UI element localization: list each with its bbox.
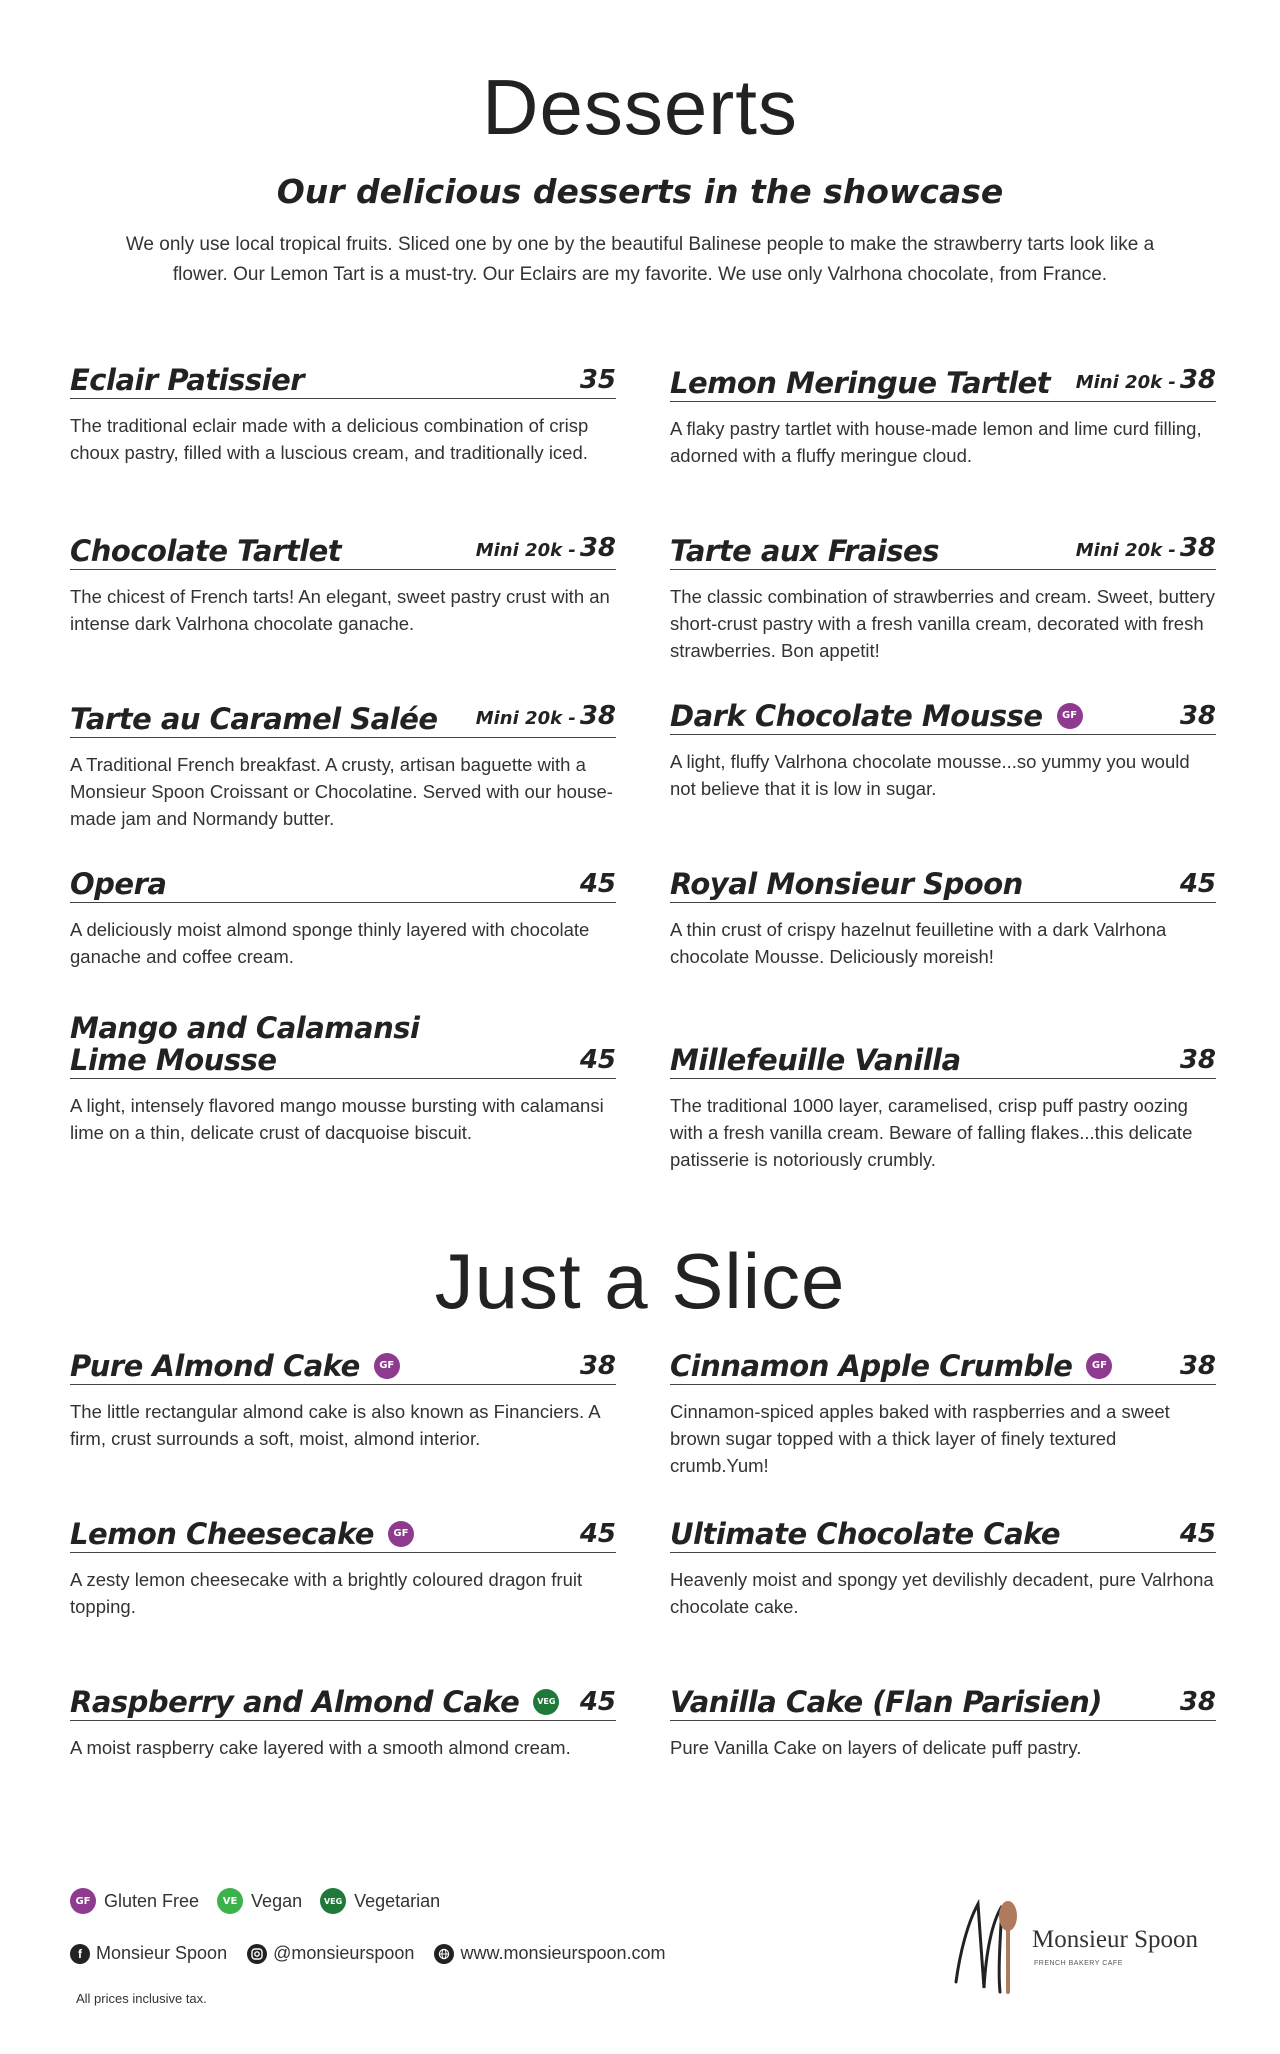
mini-price: Mini 20k - bbox=[475, 708, 576, 729]
item-name-text: Cinnamon Apple Crumble bbox=[670, 1349, 1073, 1383]
item-price: 38 bbox=[579, 1351, 616, 1381]
item-price: 38 bbox=[1179, 1687, 1216, 1717]
legend-vegetarian bbox=[320, 1888, 440, 1914]
item-header bbox=[670, 1350, 1216, 1385]
item-price: 45 bbox=[579, 1045, 616, 1075]
item-description: A deliciously moist almond sponge thinly layered with chocolate ganache and coffee cream. bbox=[70, 919, 590, 967]
item-header bbox=[670, 1686, 1216, 1721]
item-name: Opera bbox=[70, 867, 167, 901]
globe-icon bbox=[434, 1944, 454, 1964]
item-description: A light, intensely flavored mango mousse bursting with calamansi lime on a thin, delicate crust of dacquoise biscuit. bbox=[70, 1095, 604, 1143]
legend-label: Vegan bbox=[251, 1890, 303, 1911]
item-price bbox=[476, 532, 616, 567]
item-price: 35 bbox=[579, 365, 616, 395]
menu-item-eclair-patissier bbox=[70, 364, 616, 466]
dietary-legend bbox=[70, 1888, 458, 1914]
facebook-icon: f bbox=[70, 1944, 90, 1964]
item-header bbox=[670, 1518, 1216, 1553]
desserts-subtitle: Our delicious desserts in the showcase bbox=[276, 172, 1004, 211]
gluten-free-icon: GF bbox=[1057, 703, 1083, 729]
menu-item-lemon-cheesecake bbox=[70, 1518, 616, 1620]
item-name bbox=[70, 1686, 559, 1718]
menu-item-millefeuille-vanilla bbox=[670, 1044, 1216, 1173]
item-header bbox=[70, 1012, 616, 1079]
item-name-text: Dark Chocolate Mousse bbox=[670, 699, 1043, 733]
item-price: 38 bbox=[1179, 1351, 1216, 1381]
item-price: 45 bbox=[579, 869, 616, 899]
item-name bbox=[70, 1350, 400, 1382]
legend-vegan bbox=[217, 1888, 302, 1914]
menu-item-dark-chocolate-mousse bbox=[670, 700, 1216, 802]
slice-title: Just a Slice bbox=[434, 1237, 846, 1325]
item-name-text: Lemon Cheesecake bbox=[70, 1517, 374, 1551]
full-price: 38 bbox=[1179, 365, 1216, 395]
item-name-text: Pure Almond Cake bbox=[70, 1349, 360, 1383]
logo-name: Monsieur Spoon bbox=[1032, 1926, 1198, 1953]
item-description: A Traditional French breakfast. A crusty, artisan baguette with a Monsieur Spoon Croissant or Chocolatine. Served with our house-made jam and Normandy butter. bbox=[70, 754, 613, 829]
item-description: The chicest of French tarts! An elegant, sweet pastry crust with an intense dark Valrhona chocolate ganache. bbox=[70, 586, 610, 634]
menu-item-cinnamon-apple-crumble bbox=[670, 1350, 1216, 1479]
logo-tagline: FRENCH BAKERY CAFE bbox=[1034, 1960, 1123, 1967]
item-description: The traditional eclair made with a delicious combination of crisp choux pastry, filled with a luscious cream, and traditionally iced. bbox=[70, 415, 589, 463]
menu-item-chocolate-tartlet bbox=[70, 532, 616, 637]
item-header bbox=[70, 868, 616, 903]
monsieur-spoon-logo bbox=[950, 1892, 1240, 2002]
item-name bbox=[670, 700, 1083, 732]
menu-item-tarte-aux-fraises bbox=[670, 532, 1216, 664]
item-name: Lemon Meringue Tartlet bbox=[670, 366, 1051, 400]
item-name: Mango and Calamansi Lime Mousse bbox=[70, 1011, 420, 1077]
item-description: The classic combination of strawberries and cream. Sweet, buttery short-crust pastry with a fresh vanilla cream, decorated with fresh strawberries. Bon appetit! bbox=[670, 586, 1215, 661]
desserts-title: Desserts bbox=[482, 63, 798, 151]
item-description: A zesty lemon cheesecake with a brightly coloured dragon fruit topping. bbox=[70, 1569, 583, 1617]
item-name: Tarte au Caramel Salée bbox=[70, 702, 438, 736]
item-header bbox=[670, 364, 1216, 402]
desserts-intro: We only use local tropical fruits. Sliced one by one by the beautiful Balinese people to make the strawberry tarts look like a flower. Our Lemon Tart is a must-try. Our Eclairs are my favorite. We use only Valrhona chocolate, from France. bbox=[125, 234, 1155, 285]
gluten-free-icon: GF bbox=[388, 1521, 414, 1547]
menu-item-pure-almond-cake bbox=[70, 1350, 616, 1452]
item-header bbox=[70, 1518, 616, 1553]
menu-item-lemon-meringue-tartlet bbox=[670, 364, 1216, 469]
facebook-link[interactable] bbox=[70, 1943, 227, 1964]
gluten-free-icon: GF bbox=[1086, 1353, 1112, 1379]
tax-note: All prices inclusive tax. bbox=[76, 1991, 207, 2006]
item-price: 45 bbox=[1179, 1519, 1216, 1549]
item-price bbox=[1076, 532, 1216, 567]
website-label: www.monsieurspoon.com bbox=[460, 1943, 666, 1963]
item-price: 38 bbox=[1179, 1045, 1216, 1075]
legend-label: Gluten Free bbox=[104, 1890, 200, 1911]
menu-item-vanilla-cake-flan-parisien bbox=[670, 1686, 1216, 1761]
item-description: A moist raspberry cake layered with a smooth almond cream. bbox=[70, 1737, 571, 1758]
item-name bbox=[70, 1518, 414, 1550]
item-name: Chocolate Tartlet bbox=[70, 534, 342, 568]
social-links bbox=[70, 1943, 686, 1964]
mini-price: Mini 20k - bbox=[1075, 540, 1176, 561]
menu-item-opera bbox=[70, 868, 616, 970]
full-price: 38 bbox=[579, 701, 616, 731]
item-description: The traditional 1000 layer, caramelised, crisp puff pastry oozing with a fresh vanilla cream. Beware of falling flakes...this delicate patisserie is notoriously crumbly. bbox=[670, 1095, 1193, 1170]
instagram-link[interactable] bbox=[247, 1943, 414, 1964]
menu-item-mango-calamansi-lime-mousse bbox=[70, 1012, 616, 1146]
item-description: The little rectangular almond cake is also known as Financiers. A firm, crust surrounds a soft, moist, almond interior. bbox=[70, 1401, 600, 1449]
item-description: Heavenly moist and spongy yet devilishly decadent, pure Valrhona chocolate cake. bbox=[670, 1569, 1214, 1617]
item-price: 45 bbox=[1179, 869, 1216, 899]
item-header bbox=[670, 868, 1216, 903]
mini-price: Mini 20k - bbox=[1075, 372, 1176, 393]
item-header bbox=[70, 532, 616, 570]
legend-label: Vegetarian bbox=[354, 1890, 441, 1911]
legend-gluten-free bbox=[70, 1888, 199, 1914]
item-name: Millefeuille Vanilla bbox=[670, 1043, 961, 1077]
item-name: Tarte aux Fraises bbox=[670, 534, 939, 568]
item-header bbox=[70, 364, 616, 399]
item-description: A flaky pastry tartlet with house-made lemon and lime curd filling, adorned with a fluffy meringue cloud. bbox=[670, 418, 1202, 466]
menu-item-royal-monsieur-spoon bbox=[670, 868, 1216, 970]
item-header bbox=[70, 1350, 616, 1385]
vegetarian-icon: VEG bbox=[533, 1689, 559, 1715]
instagram-icon bbox=[247, 1944, 267, 1964]
menu-item-tarte-au-caramel-salee bbox=[70, 700, 616, 832]
item-name: Vanilla Cake (Flan Parisien) bbox=[670, 1685, 1103, 1719]
item-description: Cinnamon-spiced apples baked with raspberries and a sweet brown sugar topped with a thick layer of finely textured crumb.Yum! bbox=[670, 1401, 1170, 1476]
item-header bbox=[70, 700, 616, 738]
item-price: 45 bbox=[579, 1519, 616, 1549]
mini-price: Mini 20k - bbox=[475, 540, 576, 561]
gluten-free-icon: GF bbox=[374, 1353, 400, 1379]
item-price: 38 bbox=[1179, 701, 1216, 731]
item-header bbox=[670, 700, 1216, 735]
item-name: Royal Monsieur Spoon bbox=[670, 867, 1023, 901]
item-name: Eclair Patissier bbox=[70, 363, 305, 397]
item-price bbox=[1076, 364, 1216, 399]
full-price: 38 bbox=[1179, 533, 1216, 563]
website-link[interactable] bbox=[434, 1943, 665, 1964]
item-header bbox=[670, 532, 1216, 570]
menu-item-raspberry-almond-cake bbox=[70, 1686, 616, 1761]
vegan-icon: VE bbox=[217, 1888, 243, 1914]
gluten-free-icon: GF bbox=[70, 1888, 96, 1914]
item-header bbox=[670, 1044, 1216, 1079]
item-header bbox=[70, 1686, 616, 1721]
instagram-label: @monsieurspoon bbox=[273, 1943, 415, 1963]
item-description: A light, fluffy Valrhona chocolate mousse...so yummy you would not believe that it is low in sugar. bbox=[670, 751, 1190, 799]
logo-spoon-icon bbox=[950, 1892, 1030, 2002]
item-name-text: Raspberry and Almond Cake bbox=[70, 1685, 520, 1719]
full-price: 38 bbox=[579, 533, 616, 563]
item-price: 45 bbox=[579, 1687, 616, 1717]
item-name bbox=[670, 1350, 1112, 1382]
item-description: A thin crust of crispy hazelnut feuilletine with a dark Valrhona chocolate Mousse. Deliciously moreish! bbox=[670, 919, 1167, 967]
item-name: Ultimate Chocolate Cake bbox=[670, 1517, 1061, 1551]
facebook-label: Monsieur Spoon bbox=[96, 1943, 228, 1963]
item-price bbox=[476, 700, 616, 735]
item-description: Pure Vanilla Cake on layers of delicate puff pastry. bbox=[670, 1737, 1082, 1758]
vegetarian-icon: VEG bbox=[320, 1888, 346, 1914]
menu-item-ultimate-chocolate-cake bbox=[670, 1518, 1216, 1620]
